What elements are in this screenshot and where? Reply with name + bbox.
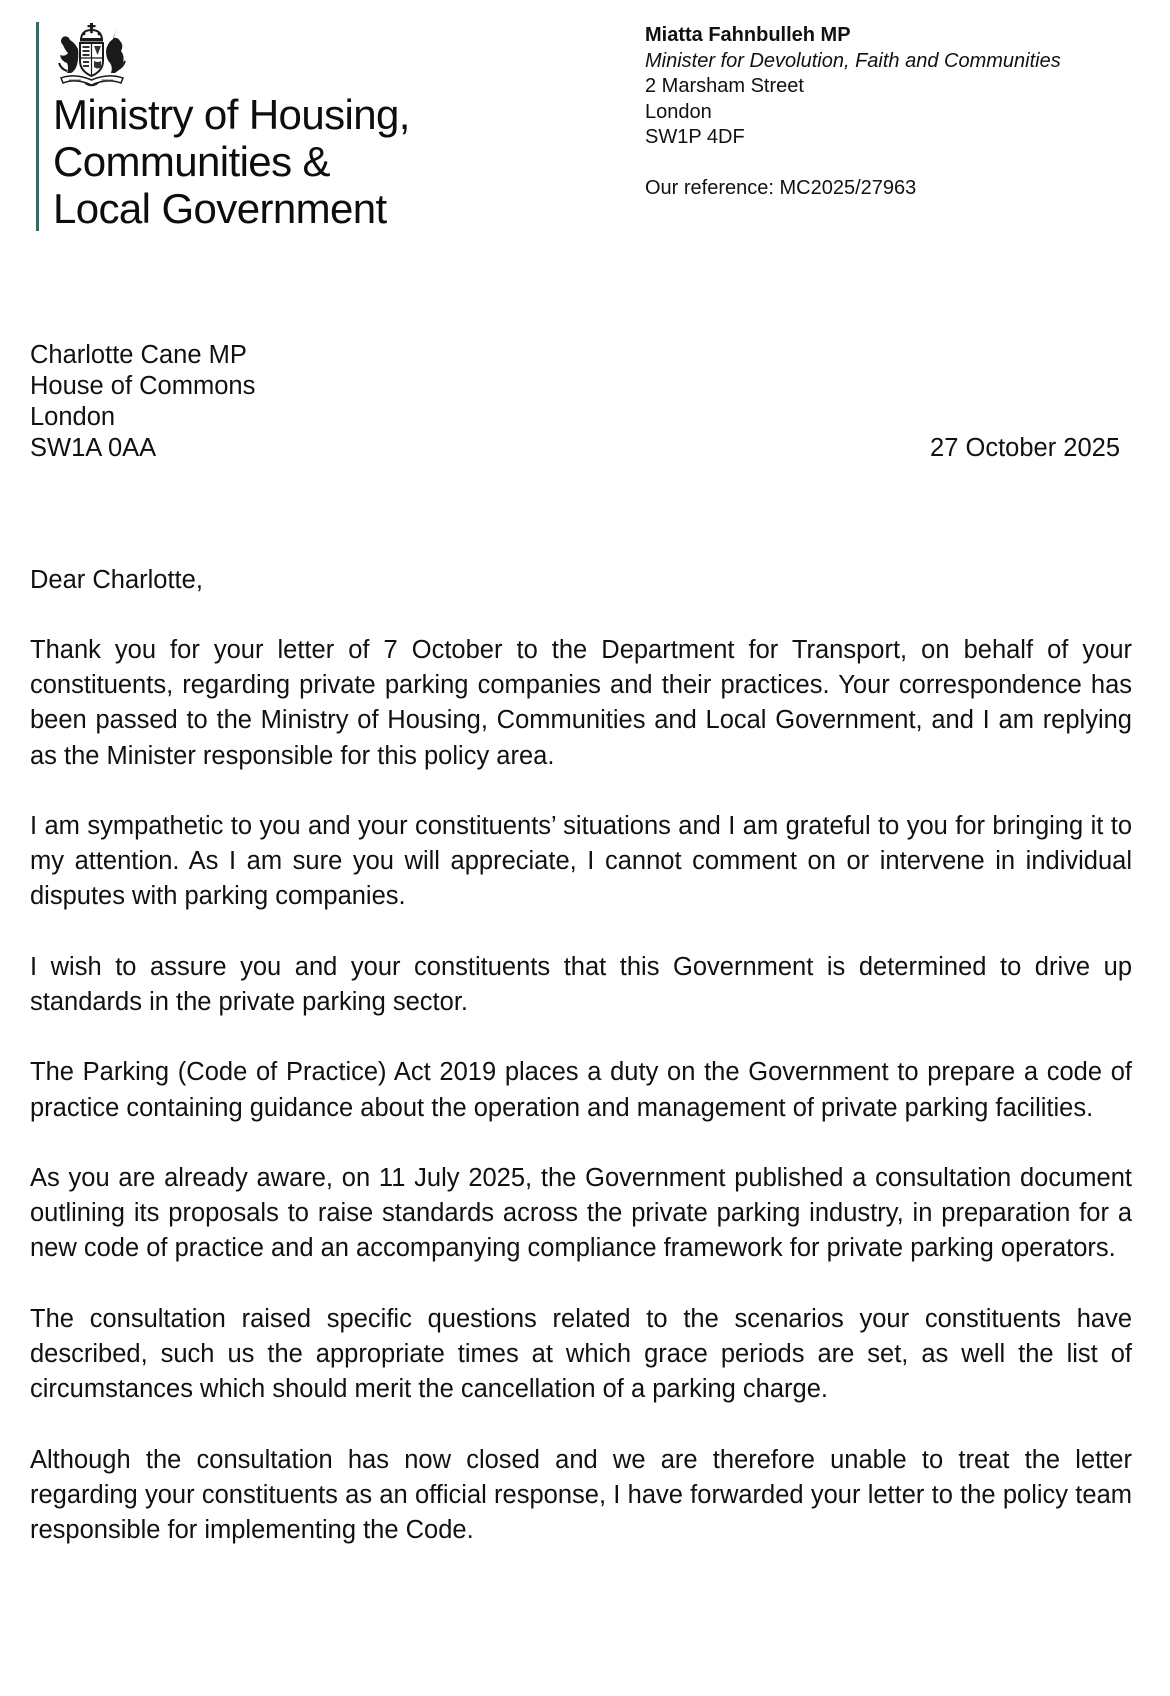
body-paragraph: Although the consultation has now closed and we are therefore unable to treat the letter regarding your constituents as an official response, I have forwarded your letter to the policy team responsible for implementing the Code. [30,1445,1132,1544]
body-paragraph: The Parking (Code of Practice) Act 2019 places a duty on the Government to prepare a code of practice containing guidance about the operation and management of private parking facilities. [30,1058,1132,1122]
sender-address-line: SW1P 4DF [645,126,745,148]
body-paragraph: As you are already aware, on 11 July 2025, the Government published a consultation document outlining its proposals to raise standards across the private parking industry, in preparation for a new code of practice and an accompanying compliance framework for private parking operators. [30,1163,1132,1263]
body-paragraph: I wish to assure you and your constituents that this Government is determined to drive up standards in the private parking sector. [30,952,1132,1016]
sender-address-line: London [645,100,712,123]
sender-role: Minister for Devolution, Faith and Communities [645,49,1061,72]
department-name-line: Ministry of Housing, [53,91,410,138]
logo-accent-bar [36,22,39,231]
department-name [53,91,410,232]
body-paragraph: I am sympathetic to you and your constituents’ situations and I am grateful to you for bringing it to my attention. As I am sure you will appreciate, I cannot comment on or intervene in individual disputes with parking companies. [30,812,1132,911]
body-paragraph: Thank you for your letter of 7 October to the Department for Transport, on behalf of your constituents, regarding private parking companies and their practices. Your correspondence has been passed to the Ministry of Housing, Communities and Local Government, and I am replying as the Minister responsible for this policy area. [30,636,1132,770]
sender-name: Miatta Fahnbulleh MP [645,24,851,46]
recipient-line: London [30,403,116,431]
recipient-line: House of Commons [30,372,256,400]
department-logo [36,22,476,232]
recipient-block [30,340,255,464]
body-paragraph: The consultation raised specific questions related to the scenarios your constituents have described, such us the appropriate times at which grace periods are set, as well the list of circumstances which should merit the cancellation of a parking charge. [30,1304,1132,1404]
reference-number: Our reference: MC2025/27963 [645,177,917,199]
sender-block [645,23,1061,202]
royal-coat-of-arms-icon [55,23,129,89]
department-name-line: Local Government [53,185,387,232]
department-name-line: Communities & [53,138,330,185]
recipient-line: SW1A 0AA [30,434,157,462]
recipient-line: Charlotte Cane MP [30,341,247,369]
salutation: Dear Charlotte, [30,566,203,594]
sender-address-line: 2 Marsham Street [645,75,804,97]
letter-body [30,633,1132,1583]
letter-date: 27 October 2025 [930,434,1120,462]
